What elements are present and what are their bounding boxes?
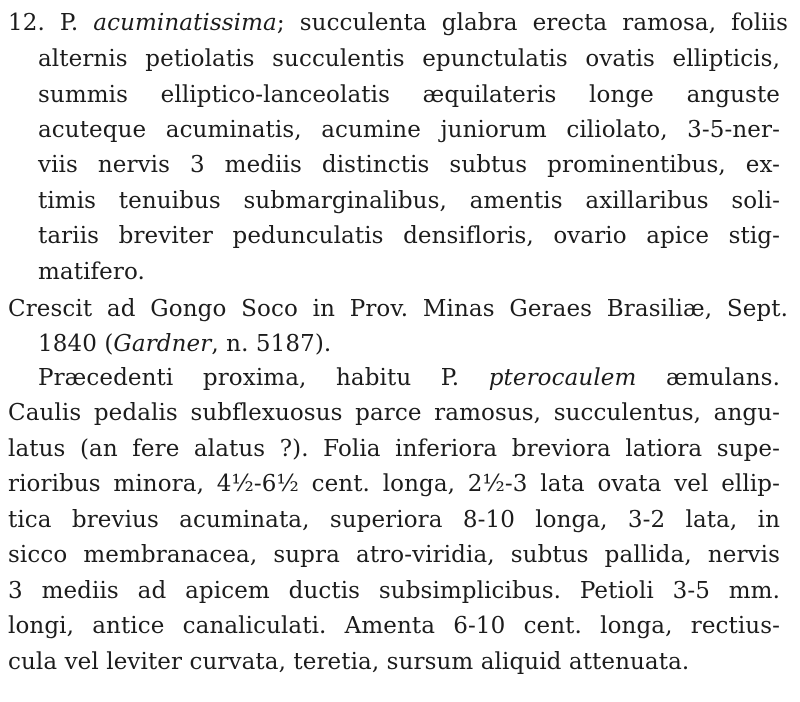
text-segment: æmulans. — [636, 365, 780, 391]
text-segment: longi, antice canaliculati. Amenta 6-10 cent. longa, rectius- — [8, 613, 780, 639]
text-segment: ; succulenta glabra erecta ramosa, foliis — [276, 10, 789, 36]
italic-text: Gardner — [113, 331, 212, 357]
text-line — [8, 292, 788, 326]
text-line — [38, 361, 780, 395]
text-segment: summis elliptico-lanceolatis æquilateris longe anguste — [38, 82, 780, 108]
text-line — [38, 42, 780, 76]
text-segment: rioribus minora, 4½-6½ cent. longa, 2½-3 lata ovata vel ellip- — [8, 471, 780, 497]
text-segment: Præcedenti proxima, habitu P. — [38, 365, 489, 391]
text-segment: Crescit ad Gongo Soco in Prov. Minas Geraes Brasiliæ, Sept. — [8, 296, 788, 322]
text-segment: timis tenuibus submarginalibus, amentis axillaribus soli- — [38, 188, 780, 214]
text-segment: Caulis pedalis subflexuosus parce ramosus, succulentus, angu- — [8, 400, 780, 426]
text-segment: tariis breviter pedunculatis densifloris, ovario apice stig- — [38, 223, 780, 249]
text-segment: viis nervis 3 mediis distinctis subtus prominentibus, ex- — [38, 152, 780, 178]
text-line — [8, 432, 780, 466]
text-line — [8, 6, 788, 40]
text-line — [8, 609, 780, 643]
text-line — [8, 503, 780, 537]
text-segment: tica brevius acuminata, superiora 8-10 longa, 3-2 lata, in — [8, 507, 780, 533]
text-line — [38, 184, 780, 218]
text-segment: cula vel leviter curvata, teretia, sursum aliquid attenuata. — [8, 649, 690, 675]
text-segment: , n. 5187). — [211, 331, 332, 357]
text-segment: alternis petiolatis succulentis epunctulatis ovatis ellipticis, — [38, 46, 780, 72]
text-line — [38, 255, 780, 289]
text-line — [8, 396, 780, 430]
text-segment: matifero. — [38, 259, 145, 285]
text-line — [8, 574, 780, 608]
text-line — [38, 327, 780, 361]
text-line — [38, 148, 780, 182]
text-segment: 3 mediis ad apicem ductis subsimplicibus. Petioli 3-5 mm. — [8, 578, 780, 604]
text-segment: 1840 ( — [38, 331, 114, 357]
italic-text: pterocaulem — [488, 365, 637, 391]
text-segment: sicco membranacea, supra atro-viridia, subtus pallida, nervis — [8, 542, 780, 568]
text-line — [8, 538, 780, 572]
text-segment: latus (an fere alatus ?). Folia inferiora breviora latiora supe- — [8, 436, 780, 462]
text-segment: 12. P. — [8, 10, 94, 36]
text-line — [8, 467, 780, 501]
text-line — [38, 113, 780, 147]
text-line — [38, 78, 780, 112]
text-segment: acuteque acuminatis, acumine juniorum ciliolato, 3-5-ner- — [38, 117, 780, 143]
italic-text: acuminatissima — [93, 10, 277, 36]
text-line — [38, 219, 780, 253]
text-line — [8, 645, 780, 679]
